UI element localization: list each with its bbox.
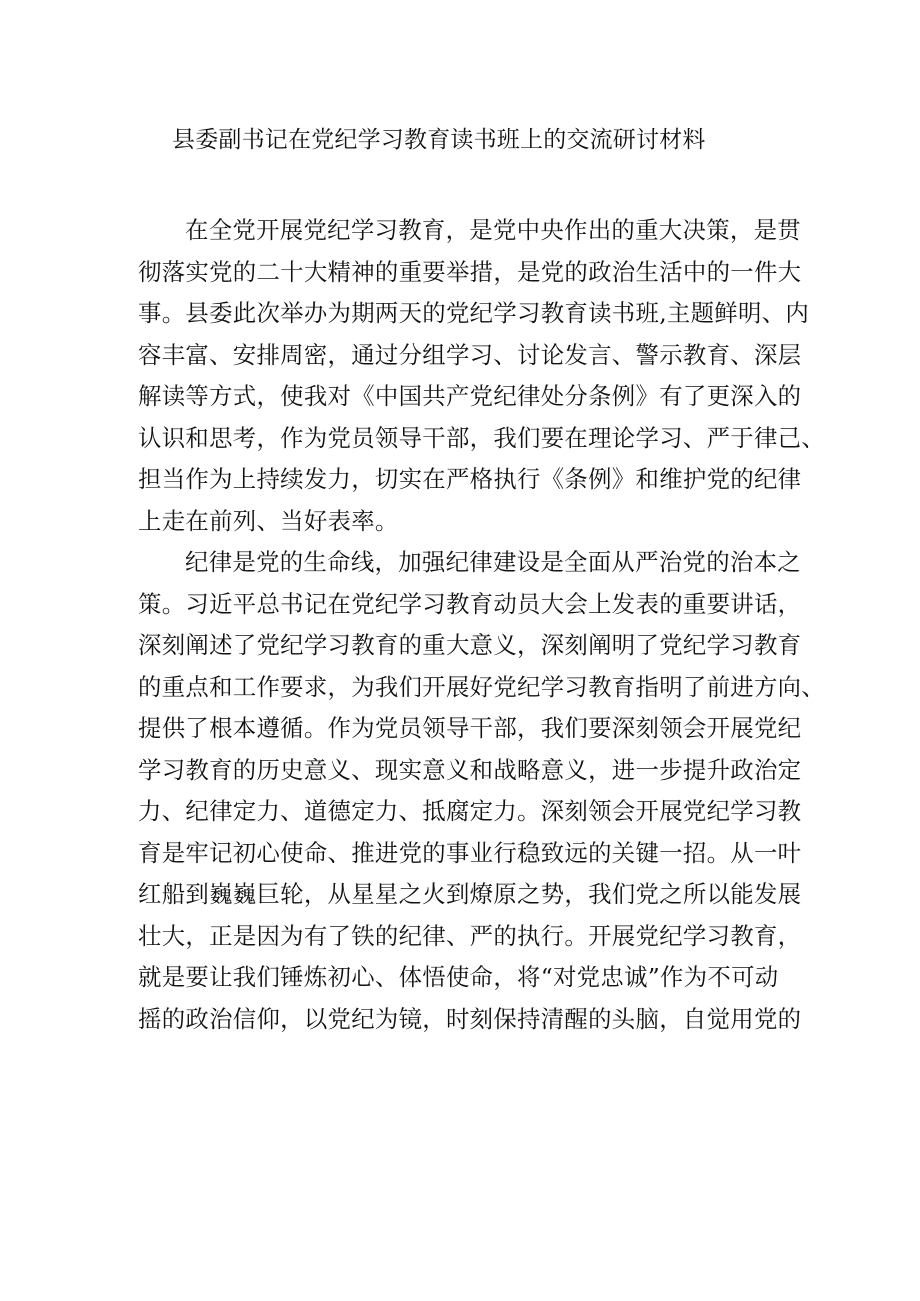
- paragraph-2: [138, 542, 826, 1040]
- text-line: 在全党开展党纪学习教育，是党中央作出的重大决策，是贯: [185, 216, 801, 244]
- text-line: 学习教育的历史意义、现实意义和战略意义，进一步提升政治定: [138, 755, 802, 784]
- text-line: 的重点和工作要求，为我们开展好党纪学习教育指明了前进方向、: [138, 672, 826, 701]
- text-line: 事。县委此次举办为期两天的党纪学习教育读书班,主题鲜明、内: [138, 299, 810, 327]
- text-line: 就是要让我们锤炼初心、体悟使命，将“对党忠诚”作为不可动: [138, 963, 779, 991]
- paragraph-1: [138, 210, 826, 542]
- text-line: 担当作为上持续发力，切实在严格执行《条例》和维护党的纪律: [138, 465, 802, 493]
- document-title: 县委副书记在党纪学习教育读书班上的交流研讨材料: [172, 127, 706, 153]
- text-line: 上走在前列、当好表率。: [138, 506, 399, 535]
- text-line: 深刻阐述了党纪学习教育的重大意义，深刻阐明了党纪学习教育: [138, 631, 802, 659]
- text-line: 壮大，正是因为有了铁的纪律、严的执行。开展党纪学习教育，: [138, 921, 802, 950]
- text-line: 纪律是党的生命线，加强纪律建设是全面从严治党的治本之: [185, 548, 801, 576]
- text-line: 力、纪律定力、道德定力、抵腐定力。深刻领会开展党纪学习教: [138, 797, 802, 825]
- document-body: [138, 210, 826, 1040]
- text-line: 策。习近平总书记在党纪学习教育动员大会上发表的重要讲话，: [138, 589, 802, 618]
- text-line: 提供了根本遵循。作为党员领导干部，我们要深刻领会开展党纪: [138, 714, 802, 742]
- text-line: 红船到巍巍巨轮，从星星之火到燎原之势，我们党之所以能发展: [138, 880, 802, 908]
- text-line: 彻落实党的二十大精神的重要举措，是党的政治生活中的一件大: [138, 257, 802, 286]
- text-line: 育是牢记初心使命、推进党的事业行稳致远的关键一招。从一叶: [138, 838, 802, 867]
- text-line: 认识和思考，作为党员领导干部，我们要在理论学习、严于律己、: [138, 423, 826, 452]
- text-line: 摇的政治信仰，以党纪为镜，时刻保持清醒的头脑，自觉用党的: [138, 1004, 802, 1033]
- text-line: 容丰富、安排周密，通过分组学习、讨论发言、警示教育、深层: [138, 340, 802, 369]
- text-line: 解读等方式，使我对《中国共产党纪律处分条例》有了更深入的: [138, 382, 802, 410]
